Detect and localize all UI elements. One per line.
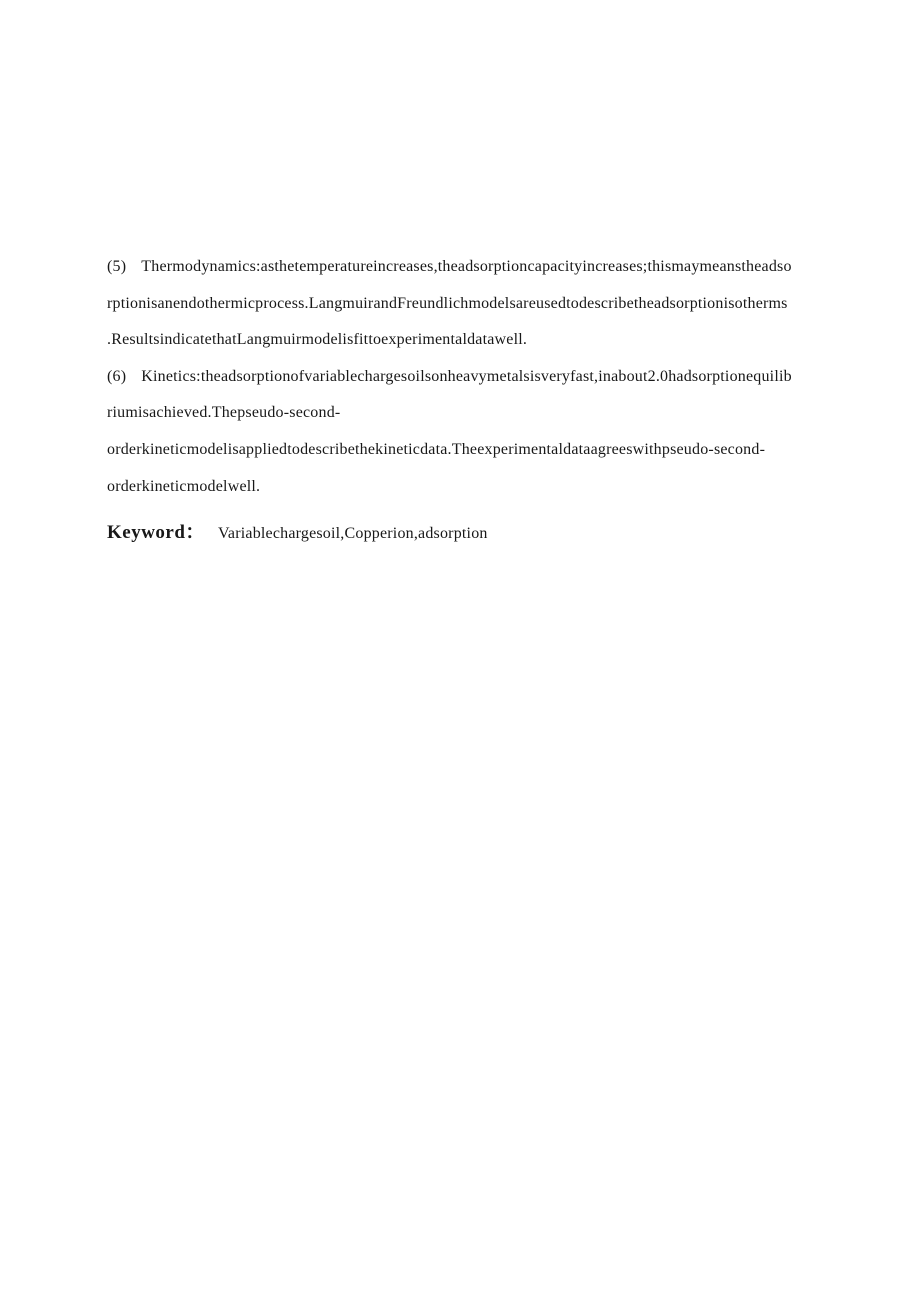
list-marker: (5)	[107, 258, 127, 275]
paragraph-text: riumisachieved.Thepseudo-second-	[107, 404, 341, 422]
keyword-text: Variablechargesoil,Copperion,adsorption	[217, 525, 488, 543]
keyword-label: Keyword：	[107, 522, 205, 544]
document-content	[107, 249, 819, 552]
paragraph-line	[107, 359, 819, 396]
paragraph-kinetics	[107, 359, 819, 505]
keyword-row	[107, 514, 819, 552]
list-marker: (6)	[107, 367, 127, 385]
paragraph-text: rptionisanendothermicprocess.LangmuirandFreundlichmodelsareusedtodescribetheadsorptionisotherms	[107, 294, 788, 312]
paragraph-text: Kinetics:theadsorptionofvariablechargesoilsonheavymetalsisveryfast,inabout2.0hadsorptionequilib	[141, 367, 792, 385]
paragraph-line	[107, 249, 819, 286]
paragraph-text: orderkineticmodelwell.	[107, 477, 261, 495]
paragraph-text: orderkineticmodelisappliedtodescribethekineticdata.Theexperimentaldataagreeswithpseudo-second-	[107, 440, 766, 458]
paragraph-thermodynamics	[107, 249, 819, 359]
paragraph-text: Thermodynamics:asthetemperatureincreases,theadsorptioncapacityincreases;thismaymeanstheadso	[141, 258, 792, 275]
paragraph-text: .ResultsindicatethatLangmuirmodelisfittoexperimentaldatawell.	[107, 331, 528, 349]
